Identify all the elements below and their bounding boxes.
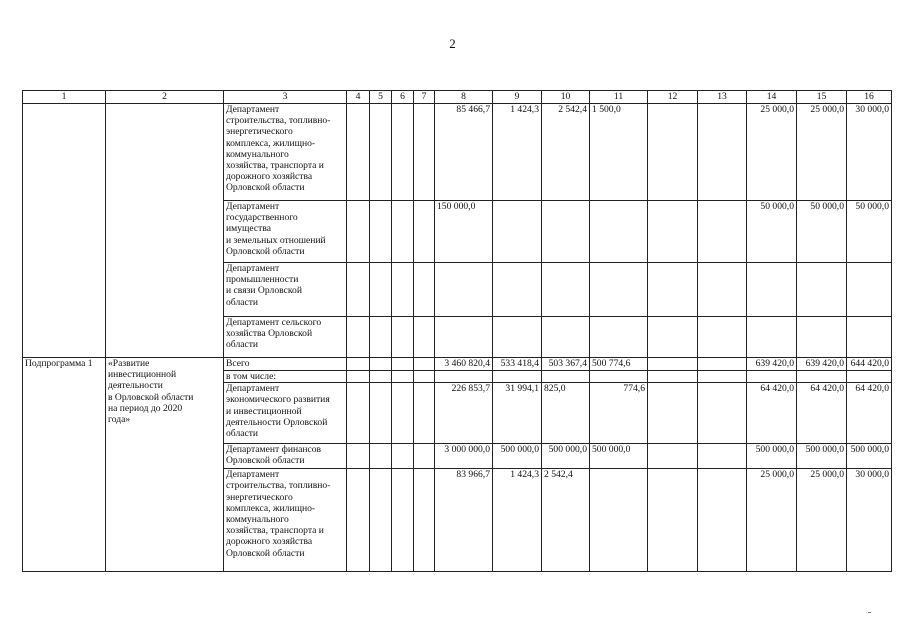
col-header: 3 bbox=[224, 91, 347, 104]
col-header: 16 bbox=[847, 91, 892, 104]
value-cell: 64 420,0 bbox=[747, 383, 797, 444]
value-cell: 500 000,0 bbox=[797, 444, 847, 469]
value-cell: 500 000,0 bbox=[747, 444, 797, 469]
executor-cell: Всего bbox=[224, 358, 347, 371]
executor-cell: Департамент государственного имущества и земельных отношений Орловской области bbox=[224, 201, 347, 263]
value-cell: 1 500,0 bbox=[590, 104, 648, 201]
value-cell: 30 000,0 bbox=[847, 469, 892, 572]
executor-cell: Департамент строительства, топливно- энергетического комплекса, жилищно- коммунального хозяйства, транспорта и дорожного хозяйства Орловской области bbox=[224, 469, 347, 572]
value-cell: 533 418,4 bbox=[493, 358, 542, 371]
table-row bbox=[23, 104, 892, 201]
value-cell: 50 000,0 bbox=[747, 201, 797, 263]
value-cell: 1 424,3 bbox=[493, 104, 542, 201]
value-cell: 25 000,0 bbox=[797, 104, 847, 201]
value-cell: 503 367,4 bbox=[542, 358, 590, 371]
value-cell: 500 000,0 bbox=[493, 444, 542, 469]
executor-cell: Департамент сельского хозяйства Орловской области bbox=[224, 317, 347, 358]
program-cell: Подпрограмма 1 bbox=[23, 358, 106, 572]
value-cell: 825,0 bbox=[542, 383, 590, 444]
value-cell: 639 420,0 bbox=[747, 358, 797, 371]
col-header: 6 bbox=[392, 91, 414, 104]
executor-cell: Департамент строительства, топливно- энергетического комплекса, жилищно- коммунального хозяйства, транспорта и дорожного хозяйства Орловской области bbox=[224, 104, 347, 201]
col-header: 1 bbox=[23, 91, 106, 104]
program-table bbox=[22, 90, 892, 572]
value-cell: 150 000,0 bbox=[435, 201, 493, 263]
col-header: 8 bbox=[435, 91, 493, 104]
col-header: 10 bbox=[542, 91, 590, 104]
value-cell: 639 420,0 bbox=[797, 358, 847, 371]
col-header: 13 bbox=[698, 91, 747, 104]
page-number: 2 bbox=[449, 36, 456, 51]
col-header: 15 bbox=[797, 91, 847, 104]
value-cell: 64 420,0 bbox=[797, 383, 847, 444]
value-cell: 25 000,0 bbox=[747, 469, 797, 572]
col-header: 11 bbox=[590, 91, 648, 104]
col-header: 9 bbox=[493, 91, 542, 104]
value-cell: 3 460 820,4 bbox=[435, 358, 493, 371]
executor-cell: Департамент финансов Орловской области bbox=[224, 444, 347, 469]
executor-cell: Департамент экономического развития и инвестиционной деятельности Орловской области bbox=[224, 383, 347, 444]
value-cell: 3 000 000,0 bbox=[435, 444, 493, 469]
value-cell: 50 000,0 bbox=[797, 201, 847, 263]
value-cell: 500 000,0 bbox=[590, 444, 648, 469]
value-cell: 50 000,0 bbox=[847, 201, 892, 263]
col-header: 5 bbox=[370, 91, 392, 104]
value-cell: 226 853,7 bbox=[435, 383, 493, 444]
value-cell: 644 420,0 bbox=[847, 358, 892, 371]
executor-cell: Департамент промышленности и связи Орловской области bbox=[224, 263, 347, 317]
col-header: 4 bbox=[347, 91, 370, 104]
header-row bbox=[23, 91, 892, 104]
value-cell: 774,6 bbox=[590, 383, 648, 444]
value-cell: 83 966,7 bbox=[435, 469, 493, 572]
value-cell: 500 000,0 bbox=[542, 444, 590, 469]
program-name-cell: «Развитие инвестиционной деятельности в Орловской области на период до 2020 года» bbox=[106, 358, 224, 572]
value-cell: 30 000,0 bbox=[847, 104, 892, 201]
value-cell: 500 774,6 bbox=[590, 358, 648, 371]
value-cell: 85 466,7 bbox=[435, 104, 493, 201]
value-cell: 31 994,1 bbox=[493, 383, 542, 444]
program-name-cell bbox=[106, 104, 224, 358]
table-row bbox=[23, 358, 892, 371]
value-cell: 25 000,0 bbox=[747, 104, 797, 201]
value-cell: 500 000,0 bbox=[847, 444, 892, 469]
value-cell: 25 000,0 bbox=[797, 469, 847, 572]
value-cell: 1 424,3 bbox=[493, 469, 542, 572]
col-header: 2 bbox=[106, 91, 224, 104]
executor-cell: в том числе: bbox=[224, 371, 347, 383]
col-header: 14 bbox=[747, 91, 797, 104]
value-cell: 2 542,4 bbox=[542, 104, 590, 201]
value-cell: 2 542,4 bbox=[542, 469, 590, 572]
program-cell bbox=[23, 104, 106, 358]
col-header: 7 bbox=[414, 91, 435, 104]
scan-mark bbox=[868, 612, 871, 613]
col-header: 12 bbox=[648, 91, 698, 104]
value-cell: 64 420,0 bbox=[847, 383, 892, 444]
